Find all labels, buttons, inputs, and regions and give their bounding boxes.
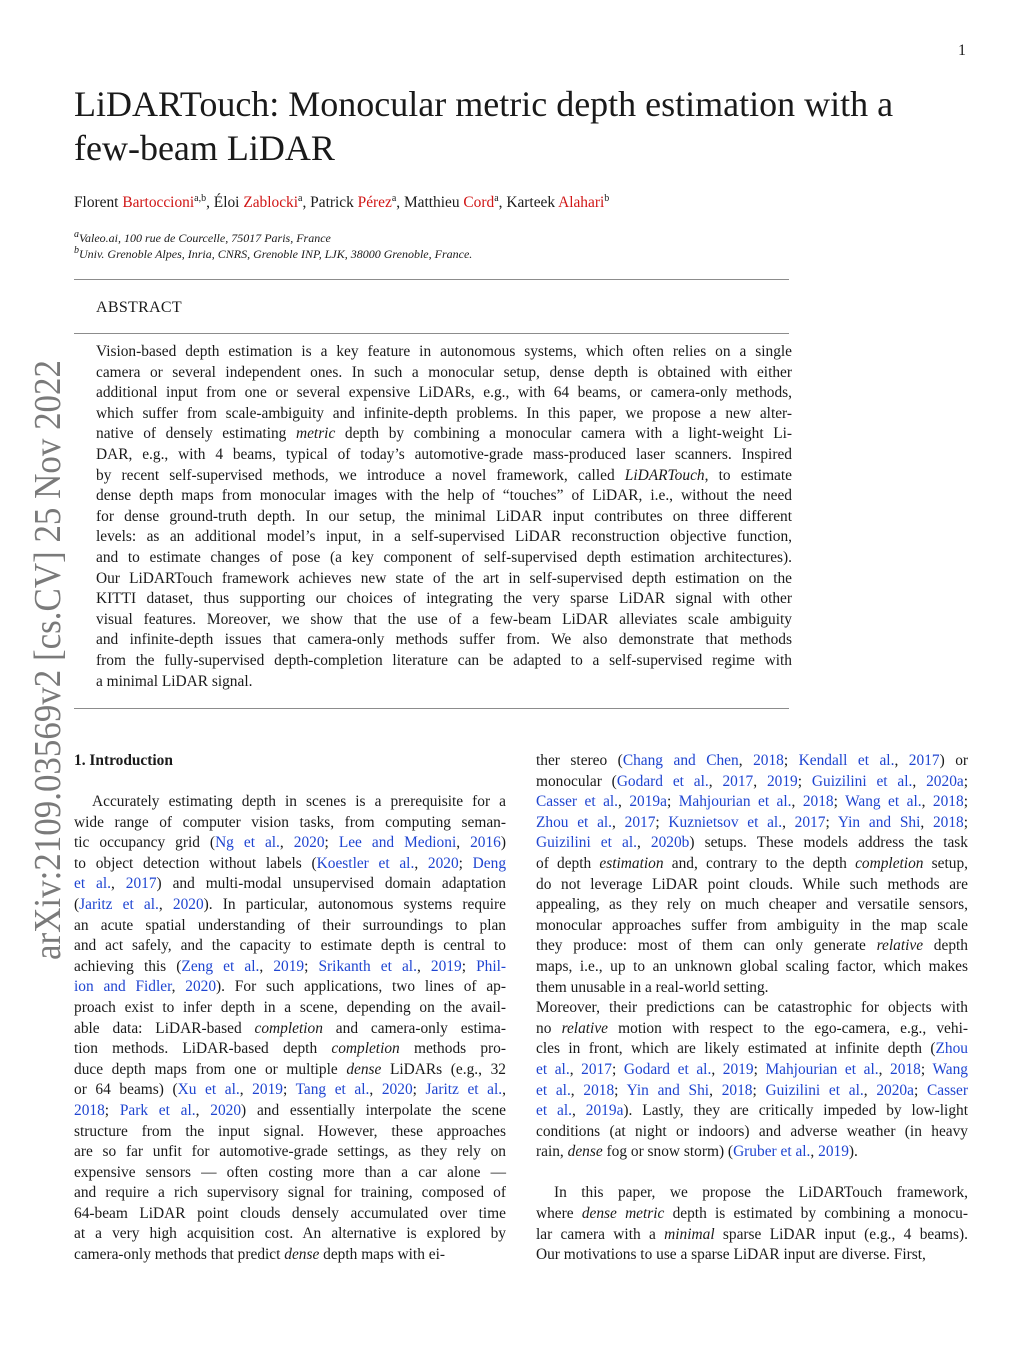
abstract-line: KITTI dataset, thus supporting our choices of integrating the very sparse LiDAR signal with other — [96, 590, 792, 608]
left-column-line: structure from the input signal. However, these approaches — [74, 1122, 506, 1140]
abstract-line: DAR, e.g., with 4 beams, typical of today’s automotive-grade mass-produced laser scanners. Inspired — [96, 445, 792, 463]
right-column — [536, 751, 968, 1266]
right-column-line — [536, 1163, 968, 1184]
arxiv-stamp — [10, 350, 72, 970]
divider-abstract — [74, 333, 789, 334]
abstract-line: Our LiDARTouch framework achieves new state of the art in self-supervised depth estimation on the — [96, 569, 792, 587]
right-column-line: Moreover, their predictions can be catastrophic for objects with — [536, 999, 968, 1017]
arxiv-stamp-text: arXiv:2109.03569v2 [cs.CV] 25 Nov 2022 — [27, 350, 69, 960]
affiliation-sup: b — [74, 245, 79, 256]
left-column-line: or 64 beams) (Xu et al., 2019; Tang et al., 2020; Jaritz et al., — [74, 1081, 506, 1099]
left-column-line: tion methods. LiDAR-based depth completion methods pro- — [74, 1040, 506, 1058]
left-column-line: (Jaritz et al., 2020). In particular, autonomous systems require — [74, 895, 506, 913]
author-5 — [506, 194, 609, 211]
left-column-line: et al., 2017) and multi-modal unsupervised domain adaptation — [74, 875, 506, 893]
right-column-line: do not leverage LiDAR point clouds. While such methods are — [536, 875, 968, 893]
right-column-line: maps, i.e., up to an unknown global scaling factor, which makes — [536, 957, 968, 975]
right-column-line: of depth estimation and, contrary to the depth completion setup, — [536, 854, 969, 872]
left-column-line: duce depth maps from one or multiple dense LiDARs (e.g., 32 — [74, 1060, 506, 1078]
affiliation-b — [74, 247, 472, 262]
right-column-line: Casser et al., 2019a; Mahjourian et al., 2018; Wang et al., 2018; — [536, 793, 968, 811]
left-column-line: to object detection without labels (Koestler et al., 2020; Deng — [74, 854, 507, 872]
author-list: Florent Bartoccioni$^{a,b}$, Éloi Zablocki$^a$, Patrick Pérez$^a$, Matthieu Cord$^a$, Karteek Alahari$^b$ — [74, 192, 610, 211]
divider-top — [74, 279, 789, 280]
author-affil-sup: a,b — [194, 192, 207, 204]
left-column-line: are so far unfit for automotive-grade settings, as they rely on — [74, 1143, 506, 1161]
author-last-name[interactable]: Cord — [463, 194, 495, 211]
right-column-line: appealing, as they rely on much cheaper and versatile sensors, — [536, 896, 968, 914]
abstract-line: Vision-based depth estimation is a key feature in autonomous systems, which often relies on a single — [96, 343, 792, 360]
author-first-name: Matthieu — [403, 194, 460, 211]
left-column-line: and require a rich supervisory signal for training, composed of — [74, 1184, 506, 1202]
right-column-line: conditions (at night or indoors) and adverse weather (in heavy — [536, 1122, 968, 1140]
page-number: 1 — [958, 42, 966, 59]
left-column-line: ion and Fidler, 2020). For such applications, two lines of ap- — [74, 978, 506, 996]
abstract-body — [96, 342, 792, 692]
right-column-line: rain, dense fog or snow storm) (Gruber et al., 2019). — [536, 1143, 858, 1161]
left-column-line: and act safely, and the capacity to estimate depth is central to — [74, 937, 506, 955]
abstract-line: levels: as an additional model’s input, in a self-supervised LiDAR reconstruction objective function, — [96, 528, 792, 546]
affiliation-text: Valeo.ai, 100 rue de Courcelle, 75017 Paris, France — [79, 231, 331, 245]
right-column-line: they produce: most of them can only generate relative depth — [536, 937, 968, 955]
left-column-line: proach exist to infer depth in a scene, depending on the avail- — [74, 998, 506, 1016]
right-column-line: monocular (Godard et al., 2017, 2019; Guizilini et al., 2020a; — [536, 772, 969, 790]
paper-title: LiDARTouch: Monocular metric depth estimation with a few-beam LiDAR — [74, 84, 894, 168]
abstract-line: native of densely estimating metric depth by combining a monocular camera with a light-weight Li- — [96, 425, 793, 443]
divider-bottom — [74, 708, 789, 709]
left-column-line: Accurately estimating depth in scenes is a prerequisite for a — [92, 793, 506, 810]
arxiv-stamp-svg — [10, 350, 72, 970]
abstract-line: and to estimate changes of pose (a key component of self-supervised depth estimation architectures). — [96, 548, 792, 566]
author-last-name[interactable]: Alahari — [558, 194, 605, 211]
abstract-line: dense depth maps from monocular images with the help of “touches” of LiDAR, i.e., without the need — [96, 487, 792, 505]
abstract-line: a minimal LiDAR signal. — [96, 672, 253, 690]
right-column-line: Zhou et al., 2017; Kuznietsov et al., 2017; Yin and Shi, 2018; — [536, 813, 969, 831]
author-affil-sup: a — [298, 192, 303, 204]
left-column-line: wide range of computer vision tasks, from computing seman- — [74, 813, 506, 831]
right-column-line: where dense metric depth is estimated by combining a monocu- — [536, 1205, 968, 1223]
author-2 — [214, 194, 303, 211]
abstract-line: for dense ground-truth depth. In our setup, the minimal LiDAR input contributes on three different — [96, 507, 792, 525]
left-column-line: tic occupancy grid (Ng et al., 2020; Lee and Medioni, 2016) — [74, 834, 506, 852]
right-column-line: ther stereo (Chang and Chen, 2018; Kendall et al., 2017) or — [536, 752, 969, 769]
left-column-line: at a very high acquisition cost. An alternative is explored by — [74, 1225, 506, 1243]
abstract-line: visual features. Moreover, we show that the use of a few-beam LiDAR alleviates scale ambiguity — [96, 610, 792, 628]
abstract-heading: ABSTRACT — [96, 299, 182, 316]
author-first-name: Karteek — [506, 194, 556, 211]
author-first-name: Patrick — [310, 194, 354, 211]
right-column-line: monocular approaches suffer from ambiguity in the map scale — [536, 916, 968, 934]
author-last-name[interactable]: Pérez — [357, 194, 392, 211]
right-column-line: In this paper, we propose the LiDARTouch framework, — [554, 1184, 968, 1202]
author-last-name[interactable]: Bartoccioni — [122, 194, 195, 211]
left-column — [74, 792, 506, 1266]
author-affil-sup: a — [494, 192, 499, 204]
left-column-line: expensive sensors — often costing more than a car alone — — [74, 1163, 506, 1181]
affiliation-sup: a — [74, 229, 79, 240]
author-4 — [404, 194, 499, 211]
left-column-line: 64-beam LiDAR point clouds densely accumulated over time — [74, 1204, 506, 1222]
author-last-name[interactable]: Zablocki — [243, 194, 299, 211]
right-column-line: no relative motion with respect to the ego-camera, e.g., vehi- — [536, 1019, 968, 1037]
abstract-line: from the fully-supervised depth-completion literature can be adapted to a self-supervised regime with — [96, 651, 792, 669]
abstract-line: additional input from one or several expensive LiDARs, e.g., with 64 beams, or camera-only methods, — [96, 384, 792, 402]
right-column-line: them unusable in a real-world setting. — [536, 978, 769, 996]
author-1 — [74, 194, 206, 211]
author-first-name: Florent — [74, 194, 119, 211]
right-column-line: et al., 2019a). Lastly, they are critically impeded by low-light — [536, 1102, 968, 1120]
left-column-line: 2018; Park et al., 2020) and essentially interpolate the scene — [74, 1101, 506, 1119]
right-column-line: cles in front, which are likely estimated at infinite depth (Zhou — [536, 1040, 968, 1058]
affiliation-text: Univ. Grenoble Alpes, Inria, CNRS, Grenoble INP, LJK, 38000 Grenoble, France. — [79, 247, 473, 261]
author-affil-sup: b — [604, 192, 610, 204]
right-column-line: Our motivations to use a sparse LiDAR input are diverse. First, — [536, 1246, 926, 1264]
abstract-line: and infinite-depth issues that camera-only methods suffer from. We also demonstrate that methods — [96, 631, 792, 649]
section-heading-introduction: 1. Introduction — [74, 752, 173, 769]
left-column-line: able data: LiDAR-based completion and camera-only estima- — [74, 1019, 506, 1037]
left-column-line: achieving this (Zeng et al., 2019; Srikanth et al., 2019; Phil- — [74, 957, 507, 975]
left-column-line: camera-only methods that predict dense depth maps with ei- — [74, 1246, 445, 1264]
right-column-line: Guizilini et al., 2020b) setups. These models address the task — [536, 834, 968, 852]
left-column-line: an acute spatial understanding of their surroundings to plan — [74, 916, 506, 934]
right-column-line: et al., 2017; Godard et al., 2019; Mahjourian et al., 2018; Wang — [536, 1060, 968, 1078]
right-column-line: lar camera with a minimal sparse LiDAR input (e.g., 4 beams). — [536, 1225, 968, 1243]
right-column-line: et al., 2018; Yin and Shi, 2018; Guizilini et al., 2020a; Casser — [536, 1081, 969, 1099]
abstract-line: by recent self-supervised methods, we introduce a novel framework, called LiDARTouch, to estimate — [96, 466, 792, 484]
affiliation-a — [74, 231, 331, 246]
abstract-line: which suffer from scale-ambiguity and infinite-depth problems. In this paper, we propose a new alter- — [96, 404, 792, 422]
abstract-line: camera or several independent ones. In such a monocular setup, dense depth is obtained with either — [96, 363, 792, 381]
author-affil-sup: a — [391, 192, 397, 204]
author-3 — [310, 194, 396, 211]
author-first-name: Éloi — [213, 194, 240, 211]
